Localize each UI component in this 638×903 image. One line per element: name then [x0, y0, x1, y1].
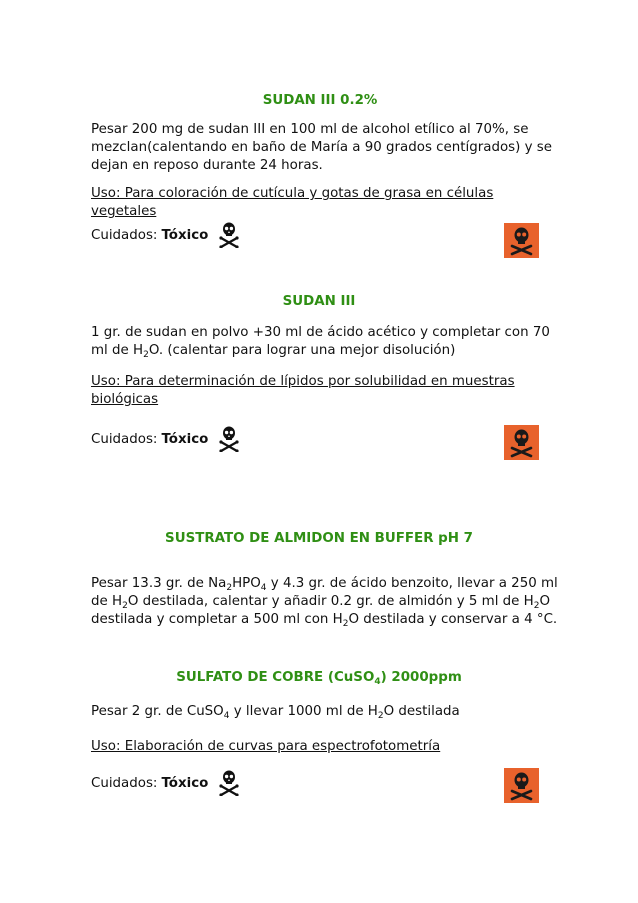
subscript: 2: [342, 619, 349, 629]
body-text: 1 gr. de sudan en polvo +30 ml de ácido acético y completar con 70 ml de H: [91, 325, 550, 358]
section-uso: Uso: Para coloración de cutícula y gotas de grasa en células vegetales: [91, 186, 494, 219]
body-text: O destilada: [383, 704, 460, 719]
subscript: 2: [226, 583, 233, 593]
section-title-sudan-iii: SUDAN III: [282, 294, 356, 309]
section-body: [91, 703, 561, 721]
section-title-sudan-iii-0-2: SUDAN III 0.2%: [262, 93, 378, 108]
subscript: 4: [374, 677, 381, 687]
cuidados-row: [91, 424, 240, 454]
section-title-sulfato-cobre: [0, 670, 638, 685]
body-text: O destilada y completar a 500 ml con H: [91, 594, 551, 627]
cuidados-row: [91, 220, 240, 250]
subscript: 2: [377, 711, 384, 721]
body-text: y llevar 1000 ml de H: [229, 704, 378, 719]
section-uso: Uso: Para determinación de lípidos por solubilidad en muestras biológicas: [91, 374, 515, 407]
body-text: Pesar 2 gr. de CuSO: [91, 704, 224, 719]
cuidados-label: Cuidados:: [91, 775, 158, 791]
toxic-hazard-symbol-icon: [504, 223, 539, 258]
skull-crossbones-icon: [218, 222, 240, 248]
body-text: HPO: [232, 576, 261, 591]
toxic-hazard-symbol-icon: [504, 768, 539, 803]
cuidados-label: Cuidados:: [91, 431, 158, 447]
subscript: 2: [122, 601, 128, 611]
body-text: y 4.3 gr. de ácido benzoito, llevar a 250 ml de H: [91, 576, 558, 609]
body-text: Pesar 13.3 gr. de Na: [91, 576, 227, 591]
subscript: 4: [260, 583, 267, 593]
cuidados-row: [91, 768, 240, 798]
cuidados-value: Tóxico: [161, 775, 209, 791]
section-body: [91, 575, 561, 629]
title-text: SULFATO DE COBRE (CuSO: [176, 670, 375, 685]
section-body: [91, 324, 561, 360]
cuidados-label: Cuidados:: [91, 227, 158, 243]
skull-crossbones-icon: [218, 770, 240, 796]
section-uso: Uso: Elaboración de curvas para espectrofotometría: [91, 739, 441, 754]
body-text: O. (calentar para lograr una mejor disolución): [148, 343, 456, 358]
subscript: 4: [223, 711, 230, 721]
subscript: 2: [143, 350, 149, 360]
toxic-hazard-symbol-icon: [504, 425, 539, 460]
subscript: 2: [533, 601, 540, 611]
section-body: Pesar 200 mg de sudan III en 100 ml de alcohol etílico al 70%, se mezclan(calentando en baño de María a 90 grados centígrados) y se dejan en reposo durante 24 horas.: [91, 122, 552, 173]
cuidados-value: Tóxico: [161, 227, 209, 243]
section-title-sustrato-almidon: SUSTRATO DE ALMIDON EN BUFFER pH 7: [165, 531, 473, 546]
cuidados-value: Tóxico: [161, 431, 209, 447]
skull-crossbones-icon: [218, 426, 240, 452]
body-text: O destilada y conservar a 4 °C.: [348, 612, 558, 627]
body-text: O destilada, calentar y añadir 0.2 gr. de almidón y 5 ml de H: [127, 594, 534, 609]
title-text: ) 2000ppm: [380, 670, 462, 685]
